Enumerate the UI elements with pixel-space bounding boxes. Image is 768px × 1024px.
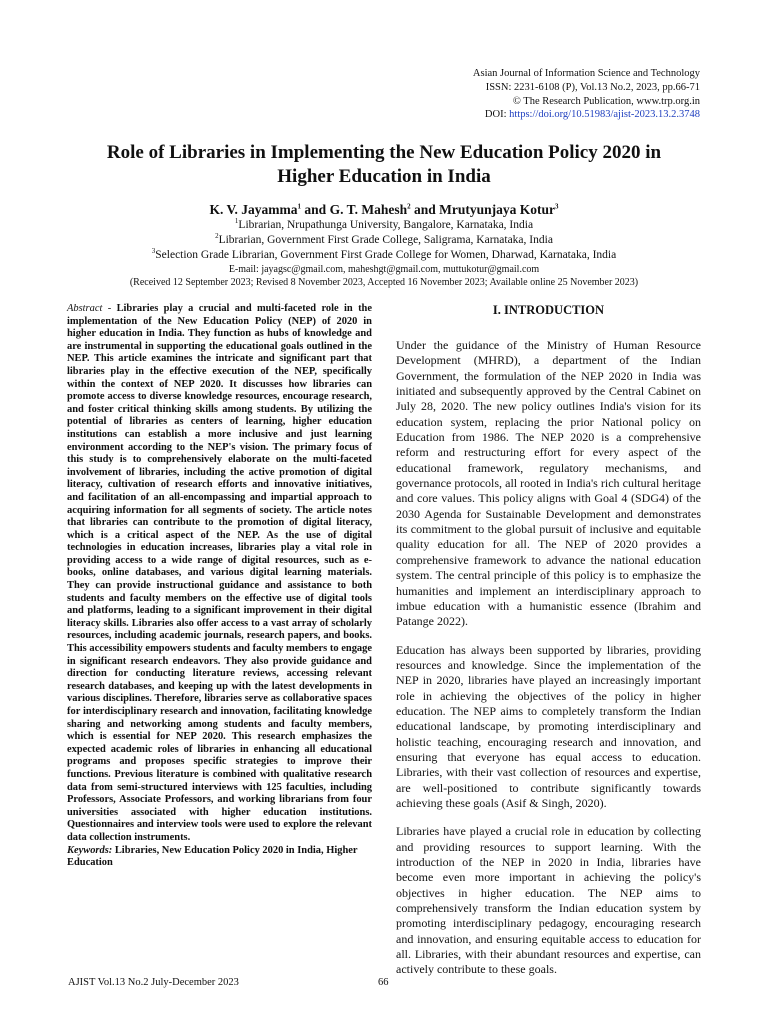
- doi-label: DOI:: [484, 109, 510, 121]
- paper-title: [60, 141, 708, 189]
- affiliation-2-sup: 2: [215, 232, 219, 241]
- footer-journal-issue: AJIST Vol.13 No.2 July-December 2023: [68, 977, 239, 988]
- abstract-dash: -: [102, 303, 117, 314]
- keywords: [67, 845, 372, 870]
- affiliation-3: [40, 248, 728, 263]
- intro-paragraph: Education has always been supported by libraries, providing resources and knowledge. Since the implementation of the NEP in 2020, libraries have played an increasingly important role in achieving the objectives of the policy in higher education. The NEP aims to completely transform the Indian educational landscape, by promoting interdisciplinary and holistic teaching, encouraging research and innovation, and ensuring that everyone has equal access to education. Libraries, with their vast collection of resources and expertise, are well-positioned to contribute significantly towards achieving these goals (Asif & Singh, 2020).: [396, 642, 701, 810]
- author-3: and Mrutyunjaya Kotur: [410, 202, 555, 217]
- title-line-1: Role of Libraries in Implementing the New Education Policy 2020 in: [106, 142, 662, 163]
- abstract-text: Libraries play a crucial and multi-faceted role in the implementation of the New Education Policy (NEP) of 2020 in higher education in India. They function as hubs of knowledge and are instrumental in supporting the educational goals outlined in the NEP. This article examines the intricate and significant part that libraries play in the effective execution of the NEP, specifically within the context of NEP 2020. It discusses how libraries can promote access to diverse knowledge resources, encourage research, and foster critical thinking skills among students. By utilizing the potential of libraries as centers of learning, higher education institutions can establish a more inclusive and just learning environment according to the NEP's vision. The primary focus of this study is to comprehensively elaborate on the multi-faceted involvement of libraries, including the active promotion of digital literacy, cultivation of research efforts and innovative initiatives, and facilitation of an all-encompassing and impartial approach to acquiring information for all segments of society. The article notes that libraries can contribute to the promotion of digital literacy, which is a critical aspect of the NEP. As the use of digital technologies in education increases, libraries play a vital role in providing access to a wide range of digital resources, such as e-books, online databases, and various digital learning materials. They can provide instructional guidance and assistance to both students and faculty members on the effective use of digital tools and platforms, leading to a significant improvement in their digital literacy skills. Libraries also offer access to a vast array of scholarly resources, including academic journals, research papers, and books. This accessibility empowers students and faculty members to engage in significant research endeavors. They also provide guidance and direction for conducting literature reviews, accessing relevant research databases, and keeping up with the latest developments in various disciplines. Therefore, libraries serve as collaborative spaces for interdisciplinary research and innovation, facilitating knowledge sharing and networking among students and faculty members, which is essential for NEP 2020. This research emphasizes the expected academic roles of libraries in enhancing all educational programs and proposes specific strategies to improve their functions. Previous literature is combined with qualitative research data from semi-structured interviews with 125 faculties, including Professors, Associate Professors, and working librarians from four universities associated with higher education institutions. Questionnaires and interview tools were used to explore the relevant data collection instruments.: [67, 303, 372, 843]
- author-1-sup: 1: [297, 202, 302, 211]
- doi-line: [473, 108, 700, 122]
- affiliation-1-text: Librarian, Nrupathunga University, Bangalore, Karnataka, India: [238, 219, 534, 231]
- keywords-label: Keywords:: [67, 844, 113, 856]
- affiliation-2-text: Librarian, Government First Grade College, Saligrama, Karnataka, India: [218, 234, 553, 246]
- affiliation-3-sup: 3: [151, 247, 156, 256]
- intro-paragraph: Libraries have played a crucial role in education by collecting and providing resources to support learning. With the introduction of the NEP in 2020 in India, libraries have become even more important in achieving the policy's objectives in higher education. The NEP aims to comprehensively transform the Indian education system by promoting interdisciplinary pedagogy, encouraging research and innovation, and ensuring equitable access to education for all. Libraries, with their abundant resources and expertise, can actively contribute to these goals.: [396, 824, 701, 977]
- affiliation-2: [40, 233, 728, 248]
- abstract: [67, 303, 372, 845]
- issn-line: ISSN: 2231-6108 (P), Vol.13 No.2, 2023, pp.66-71: [485, 81, 700, 93]
- doi-link[interactable]: https://doi.org/10.51983/ajist-2023.13.2.3748: [509, 109, 700, 121]
- title-line-2: Higher Education in India: [277, 166, 491, 187]
- affiliation-1-sup: 1: [234, 217, 239, 226]
- publisher-line: © The Research Publication, www.trp.org.in: [512, 95, 700, 107]
- journal-name: Asian Journal of Information Science and Technology: [472, 68, 700, 79]
- keywords-text: Libraries, New Education Policy 2020 in India, Higher Education: [67, 844, 358, 869]
- affiliations: [40, 218, 728, 289]
- author-list: [40, 201, 728, 218]
- page-number: 66: [378, 977, 389, 988]
- author-1: K. V. Jayamma: [209, 202, 298, 217]
- affiliation-1: [40, 218, 728, 233]
- section-heading-introduction: I. INTRODUCTION: [492, 303, 605, 317]
- abstract-label: Abstract: [67, 303, 103, 314]
- abstract-column: [67, 303, 372, 870]
- author-2: and G. T. Mahesh: [301, 202, 408, 217]
- author-emails: E-mail: jayagsc@gmail.com, maheshgt@gmail.com, muttukotur@gmail.com: [228, 264, 540, 275]
- author-2-sup: 2: [407, 202, 411, 211]
- author-3-sup: 3: [554, 202, 559, 211]
- introduction-column: [396, 302, 701, 991]
- intro-paragraph: Under the guidance of the Ministry of Human Resource Development (MHRD), a department of the Indian Government, the formulation of the NEP 2020 in India was initiated and subsequently approved by the Central Cabinet on July 28, 2020. The new policy outlines India's vision for its education system, replacing the prior National policy on Education from 1986. The NEP 2020 is a comprehensive reform and restructuring effort for every aspect of the educational framework, regulatory mechanisms, and governance protocols, all rooted in India's rich cultural heritage and core values. This policy aligns with Goal 4 (SDG4) of the 2030 Agenda for Sustainable Development and demonstrates its commitment to the global pursuit of inclusive and equitable quality education for all. The NEP of 2020 provides a comprehensive framework to advance the national education system. The central principle of this policy is to emphasize the humanities and implement an interdisciplinary approach to imbue education with a humanistic essence (Ibrahim and Patange 2022).: [396, 338, 701, 629]
- journal-header: [473, 67, 700, 122]
- article-dates: (Received 12 September 2023; Revised 8 November 2023, Accepted 16 November 2023; Available online 25 November 2023): [129, 277, 639, 288]
- affiliation-3-text: Selection Grade Librarian, Government First Grade College for Women, Dharwad, Karnataka, India: [155, 249, 617, 261]
